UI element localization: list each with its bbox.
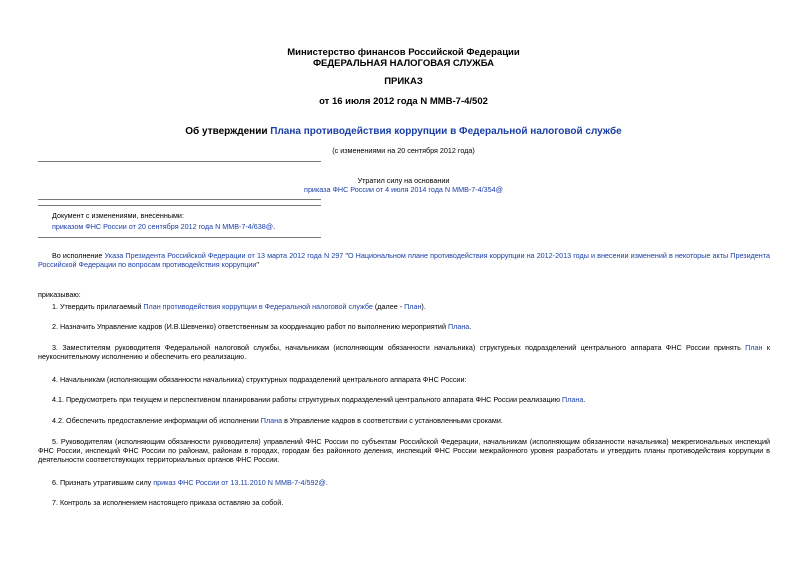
plan-short-link[interactable]: План bbox=[404, 302, 422, 311]
divider bbox=[38, 237, 321, 238]
repeal-link-line bbox=[0, 185, 807, 194]
item-3-text: 3. Заместителям руководителя Федеральной налоговой службы, начальникам (исполняющим обязанности начальника) структурных подразделений центрального аппарата ФНС России принять bbox=[52, 343, 746, 352]
preamble-mid: " bbox=[343, 251, 348, 260]
divider bbox=[38, 199, 321, 200]
item-4-2-text-b: в Управление кадров в соответствии с установленными сроками. bbox=[282, 416, 503, 425]
item-4: 4. Начальникам (исполняющим обязанности начальника) структурных подразделений центрального аппарата ФНС России: bbox=[52, 375, 467, 384]
item-3 bbox=[38, 343, 770, 361]
item-4-2 bbox=[38, 416, 770, 425]
plan-link[interactable]: План bbox=[745, 343, 763, 352]
preamble-prefix: Во исполнение bbox=[52, 251, 105, 260]
item-4-2-text: 4.2. Обеспечить предоставление информации об исполнении bbox=[52, 416, 261, 425]
plan-link[interactable]: Плана bbox=[260, 416, 283, 425]
item-1-text-c: ). bbox=[421, 302, 426, 311]
item-1-text-b: (далее - bbox=[372, 302, 405, 311]
repealed-order-link[interactable]: приказ ФНС России от 13.11.2010 N ММВ-7-4/592@ bbox=[153, 478, 326, 487]
divider bbox=[38, 161, 321, 162]
item-1-text: 1. Утвердить прилагаемый bbox=[52, 302, 144, 311]
item-2-text-b: . bbox=[469, 322, 472, 331]
preamble-suffix: " bbox=[256, 260, 259, 270]
divider bbox=[38, 205, 321, 206]
changes-doc-label: Документ с изменениями, внесенными: bbox=[52, 211, 184, 220]
title-prefix: Об утверждении bbox=[185, 126, 271, 137]
document-type: ПРИКАЗ bbox=[384, 76, 423, 87]
changes-doc-line bbox=[52, 222, 275, 231]
repeal-note: Утратил силу на основании bbox=[357, 176, 450, 185]
ministry-name: Министерство финансов Российской Федерации bbox=[287, 47, 520, 58]
order-word: приказываю: bbox=[38, 290, 81, 299]
repeal-order-link[interactable]: приказа ФНС России от 4 июля 2014 года N ММВ-7-4/354@ bbox=[304, 185, 503, 194]
plan-link[interactable]: Плана bbox=[447, 322, 470, 331]
item-6-text-b: . bbox=[325, 478, 328, 487]
plan-link[interactable]: Плана bbox=[562, 395, 584, 404]
national-plan-link[interactable]: О Национальном плане противодействия коррупции на 2012-2013 годы и внесении изменений в некоторые акты Президента Российской Федерации по вопросам противодействия коррупции bbox=[38, 251, 770, 270]
changes-order-link[interactable]: приказом ФНС России от 20 сентября 2012 года N ММВ-7-4/638@ bbox=[52, 222, 274, 231]
preamble bbox=[38, 251, 770, 269]
document-title bbox=[0, 126, 807, 137]
item-1 bbox=[38, 302, 770, 311]
item-6-text: 6. Признать утратившим силу bbox=[52, 478, 154, 487]
changes-doc-suffix: . bbox=[273, 222, 276, 231]
service-name: ФЕДЕРАЛЬНАЯ НАЛОГОВАЯ СЛУЖБА bbox=[312, 58, 495, 69]
item-2-text: 2. Назначить Управление кадров (И.В.Шевченко) ответственным за координацию работ по выполнению мероприятий bbox=[52, 322, 448, 331]
item-5: 5. Руководителям (исполняющим обязанности руководителя) управлений ФНС России по субъектам Российской Федерации, начальникам (исполняющим обязанности начальника) межрегиональных инспекций ФНС России, инспекций ФНС России по районам, районам в городах, городам без районного деления, инспекций ФНС России межрайонного уровня разработать и утвердить планы противодействия коррупции в деятельности соответствующих территориальных органов ФНС России. bbox=[38, 437, 770, 465]
item-4-1-text: 4.1. Предусмотреть при текущем и перспективном планировании работы структурных подразделений центрального аппарата ФНС России реализацию bbox=[52, 395, 563, 404]
changes-note: (с изменениями на 20 сентября 2012 года) bbox=[332, 146, 475, 155]
item-4-1 bbox=[38, 395, 770, 404]
item-2 bbox=[38, 322, 770, 331]
item-6 bbox=[38, 478, 770, 487]
document-date-number: от 16 июля 2012 года N ММВ-7-4/502 bbox=[319, 96, 488, 107]
title-plan-link[interactable]: Плана противодействия коррупции в Федеральной налоговой службе bbox=[270, 126, 622, 137]
item-4-1-text-b: . bbox=[583, 395, 586, 404]
decree-link[interactable]: Указа Президента Российской Федерации от 13 марта 2012 года N 297 bbox=[104, 251, 344, 260]
plan-link[interactable]: План противодействия коррупции в Федеральной налоговой службе bbox=[143, 302, 373, 311]
item-3-text-b: к неукоснительному исполнению и обеспечить его реализацию. bbox=[38, 343, 770, 362]
item-7: 7. Контроль за исполнением настоящего приказа оставляю за собой. bbox=[52, 498, 284, 507]
